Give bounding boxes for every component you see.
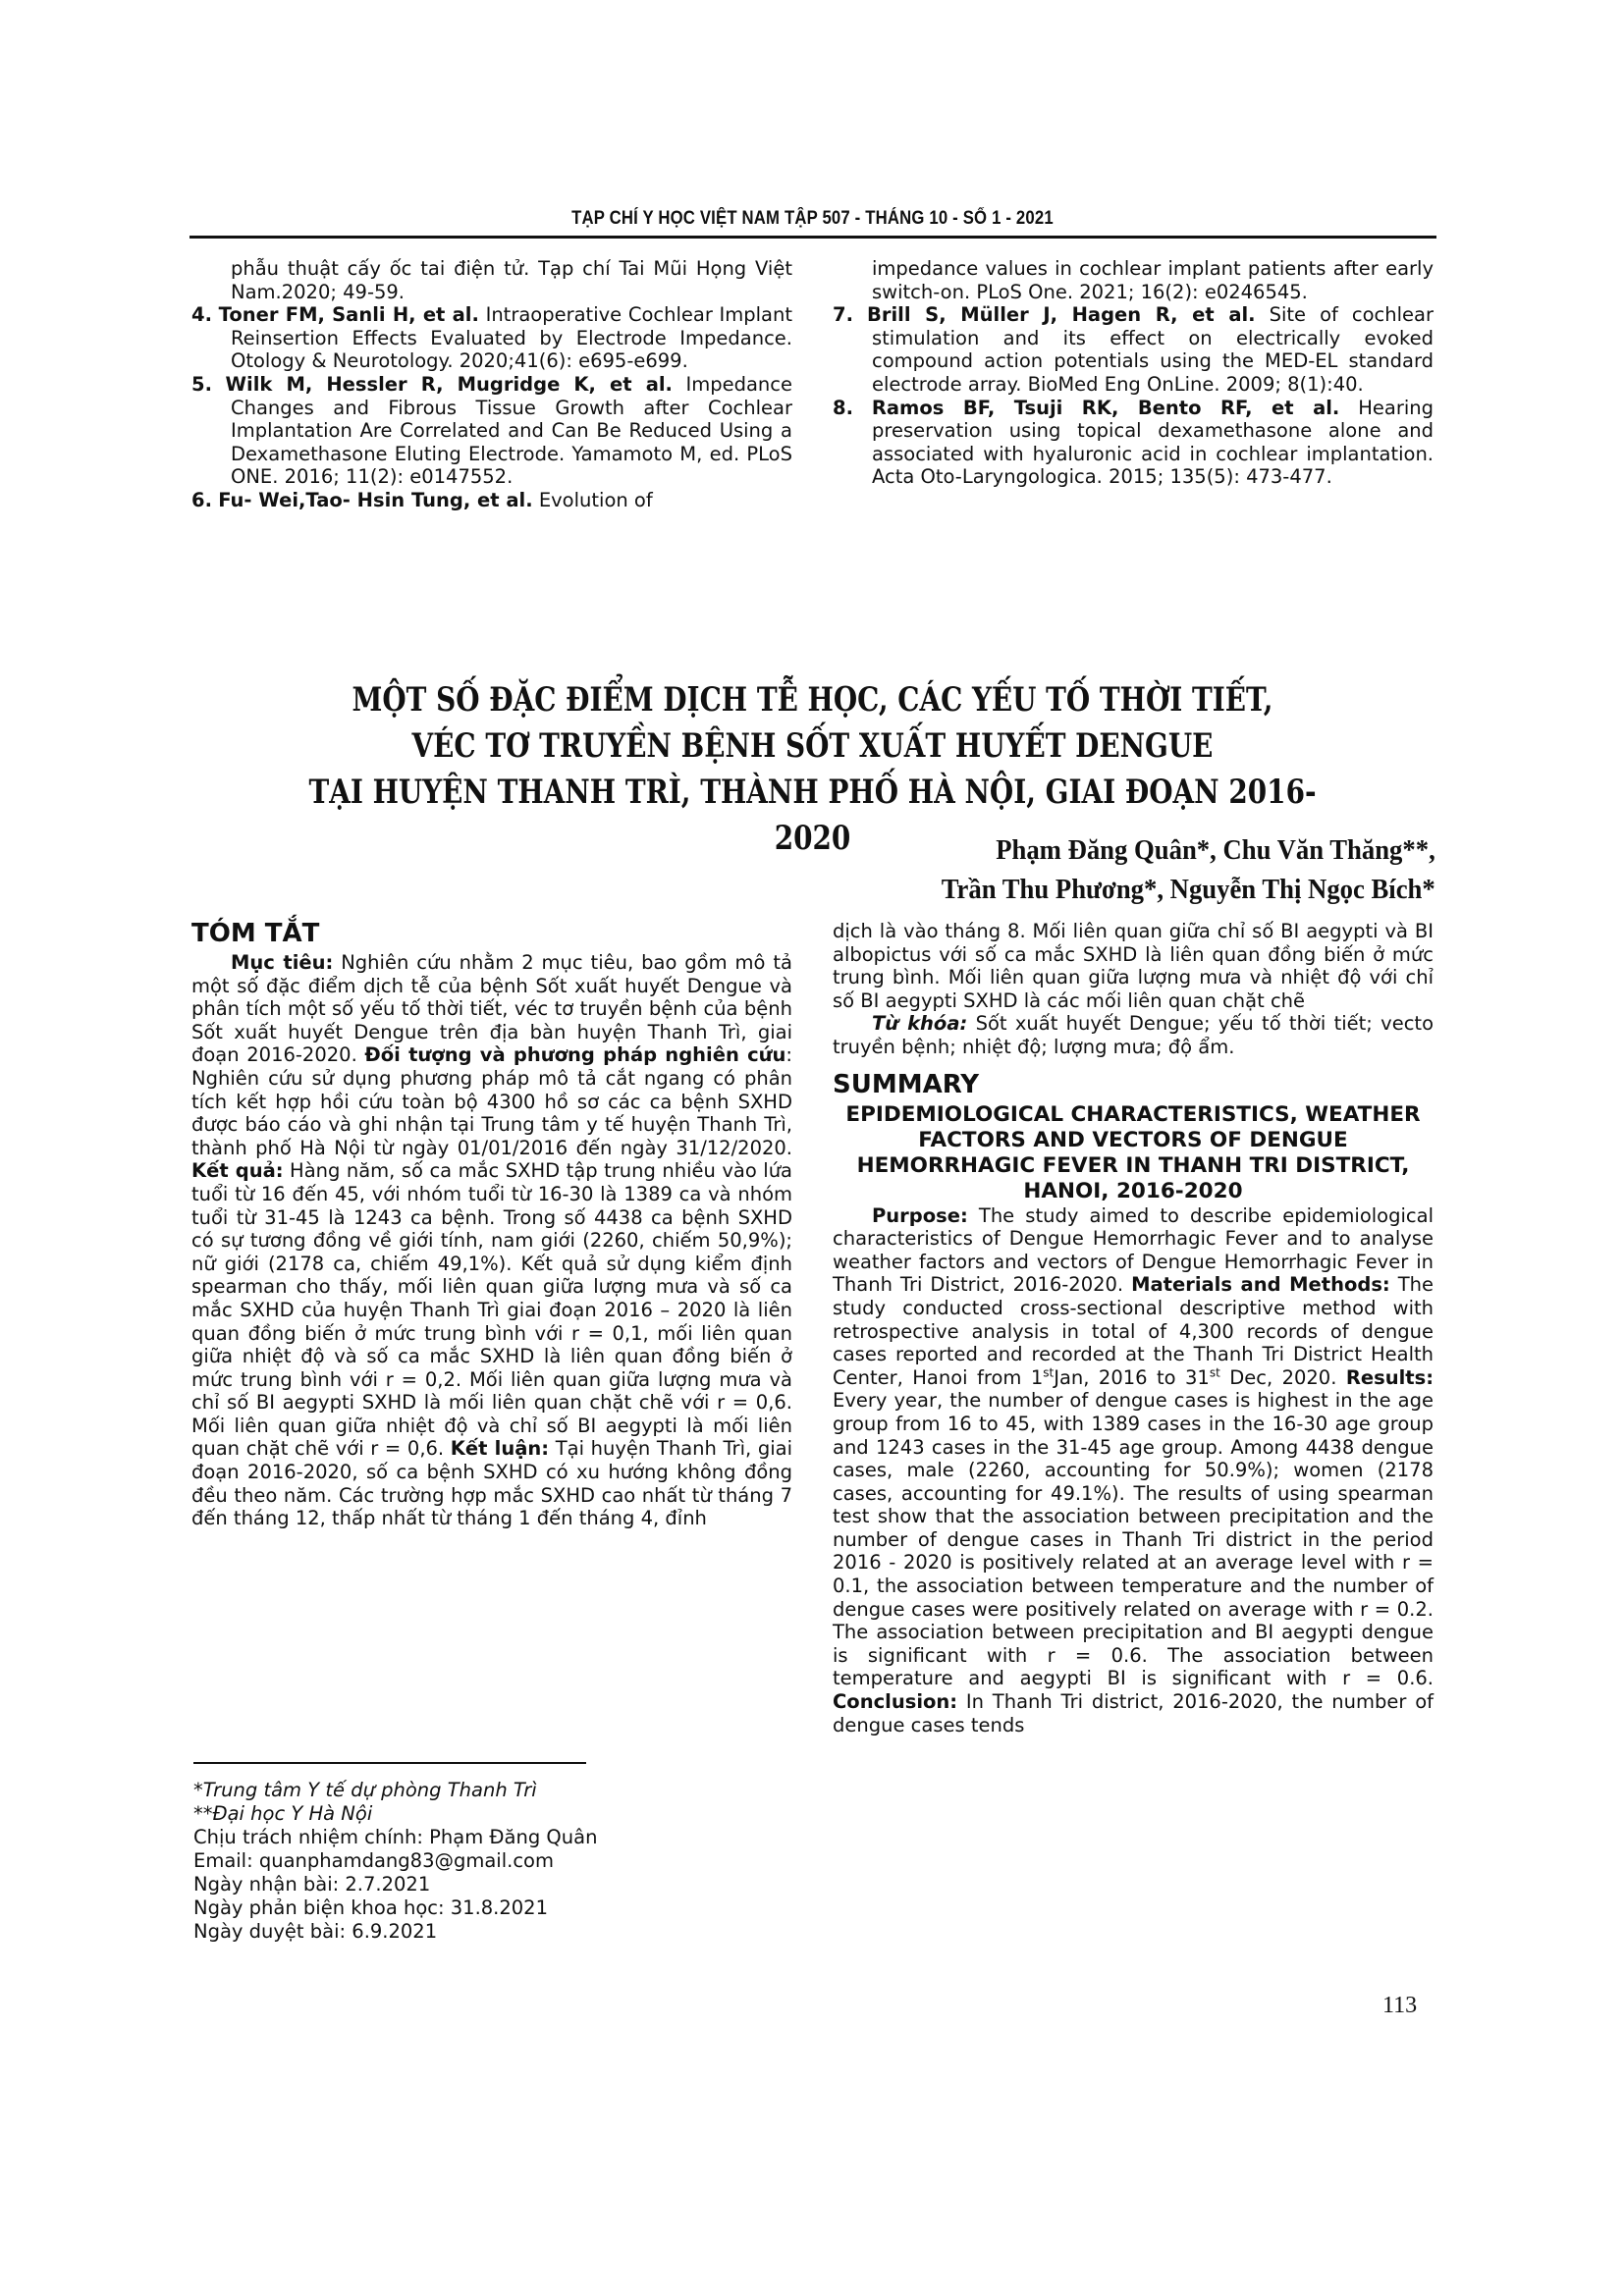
reference-continuation: impedance values in cochlear implant patients after early switch-on. PLoS One. 2021; 16(2): e0246545. [872, 257, 1434, 303]
abstract-paragraph: Mục tiêu: Nghiên cứu nhằm 2 mục tiêu, bao gồm mô tả một số đặc điểm dịch tễ của bệnh Sốt xuất huyết Dengue và phân tích một số yếu tố thời tiết, véc tơ truyền bệnh của bệnh Sốt xuất huyết Dengue trên địa bàn huyện Thanh Trì, giai đoạn 2016-2020. Đối tượng và phương pháp nghiên cứu: Nghiên cứu sử dụng phương pháp mô tả cắt ngang có phân tích kết hợp hồi cứu toàn bộ 4300 hồ sơ các ca bệnh SXHD được báo cáo và ghi nhận tại Trung tâm y tế huyện Thanh Trì, thành phố Hà Nội từ ngày 01/01/2016 đến ngày 31/12/2020. Kết quả: Hàng năm, số ca mắc SXHD tập trung nhiều vào lứa tuổi từ 16 đến 45, với nhóm tuổi từ 16-30 là 1389 ca và nhóm tuổi từ 31-45 là 1243 ca bệnh. Trong số 4438 ca bệnh SXHD có sự tương đồng về giới tính, nam giới (2260, chiếm 50,9%); nữ giới (2178 ca, chiếm 49,1%). Kết quả sử dụng kiểm định spearman cho thấy, mối liên quan giữa lượng mưa và số ca mắc SXHD của huyện Thanh Trì giai đoạn 2016 – 2020 là liên quan đồng biến ở mức trung bình với r = 0,1, mối liên quan giữa nhiệt độ và số ca mắc SXHD là liên quan đồng biến ở mức trung bình với r = 0,2. Mối liên quan giữa lượng mưa và chỉ số BI aegypti SXHD là mối liên quan chặt chẽ với r = 0,6. Mối liên quan giữa nhiệt độ và chỉ số BI aegypti là mối liên quan chặt chẽ với r = 0,6. Kết luận: Tại huyện Thanh Trì, giai đoạn 2016-2020, số ca bệnh SXHD có xu hướng không đồng đều theo năm. Các trường hợp mắc SXHD cao nhất từ tháng 7 đến tháng 12, thấp nhất từ tháng 1 đến tháng 4, đỉnh [191, 951, 793, 1530]
affiliation-1: *Trung tâm Y tế dự phòng Thanh Trì [193, 1779, 537, 1801]
reference-item-8: 8. Ramos BF, Tsuji RK, Bento RF, et al. Hearing preservation using topical dexamethasone alone and associated with hyaluronic acid in cochlear implantation. Acta Oto-Laryngologica. 2015; 135(5): 473-477. [833, 396, 1434, 489]
abstract-vi-left [191, 918, 792, 1530]
reference-item-5: 5. Wilk M, Hessler R, Mugridge K, et al. Impedance Changes and Fibrous Tissue Growth after Cochlear Implantation Are Correlated and Can Be Reduced Using a Dexamethasone Eluting Electrode. Yamamoto M, ed. PLoS ONE. 2016; 11(2): e0147552. [191, 372, 792, 489]
references-right [833, 257, 1434, 489]
review-date: Ngày phản biện khoa học: 31.8.2021 [193, 1896, 548, 1919]
page-number: 113 [1382, 1993, 1418, 2018]
footnotes [193, 1779, 783, 1944]
reference-authors: Toner FM, Sanli H, et al. [218, 303, 479, 327]
author-list: Phạm Đăng Quân*, Chu Văn Thăng**, Trần Thu Phương*, Nguyễn Thị Ngọc Bích* [941, 834, 1435, 905]
reference-item-4: 4. Toner FM, Sanli H, et al. Intraoperative Cochlear Implant Reinsertion Effects Evaluated by Electrode Impedance. Otology & Neurotology. 2020;41(6): e695-e699. [191, 303, 792, 373]
keywords: Từ khóa: Sốt xuất huyết Dengue; yếu tố thời tiết; vecto truyền bệnh; nhiệt độ; lượng mưa; độ ẩm. [833, 1012, 1434, 1058]
summary-paragraph: Purpose: The study aimed to describe epidemiological characteristics of Dengue Hemorrhagic Fever and to analyse weather factors and vectors of Dengue Hemorrhagic Fever in Thanh Tri District, 2016-2020. Materials and Methods: The study conducted cross-sectional descriptive method with retrospective analysis in total of 4,300 records of dengue cases reported and recorded at the Thanh Tri District Health Center, Hanoi from 1stJan, 2016 to 31st Dec, 2020. Results: Every year, the number of dengue cases is highest in the age group from 16 to 45, with 1389 cases in the 16-30 age group and 1243 cases in the 31-45 age group. Among 4438 dengue cases, male (2260, accounting for 50.9%); women (2178 cases, accounting for 49.1%). The results of using spearman test show that the association between precipitation and the number of dengue cases in Thanh Tri district in the period 2016 - 2020 is positively related at an average level with r = 0.1, the association between temperature and the number of dengue cases were positively related on average with r = 0.2. The association between precipitation and BI aegypti dengue is significant with r = 0.6. The association between temperature and aegypti BI is significant with r = 0.6. Conclusion: In Thanh Tri district, 2016-2020, the number of dengue cases tends [833, 1203, 1434, 1736]
reference-authors: Brill S, Müller J, Hagen R, et al. [867, 303, 1256, 327]
reference-item-7: 7. Brill S, Müller J, Hagen R, et al. Site of cochlear stimulation and its effect on electrically evoked compound action potentials using the MED-EL standard electrode array. BioMed Eng OnLine. 2009; 8(1):40. [833, 303, 1435, 396]
reference-authors: Wilk M, Hessler R, Mugridge K, et al. [225, 372, 673, 396]
affiliation-2: **Đại học Y Hà Nội [193, 1802, 373, 1825]
footnote-rule [193, 1762, 586, 1764]
article-title: MỘT SỐ ĐẶC ĐIỂM DỊCH TỄ HỌC, CÁC YẾU TỐ THỜI TIẾT, VÉC TƠ TRUYỀN BỆNH SỐT XUẤT HUYẾT DENGUE TẠI HUYỆN THANH TRÌ, THÀNH PHỐ HÀ NỘI, GIAI ĐOẠN 2016-2020 [308, 680, 1317, 858]
header-rule [189, 236, 1436, 239]
reference-item-6: 6. Fu- Wei,Tao- Hsin Tung, et al. Evolution of [191, 488, 653, 511]
received-date: Ngày nhận bài: 2.7.2021 [193, 1873, 431, 1896]
reference-authors: Fu- Wei,Tao- Hsin Tung, et al. [218, 488, 533, 511]
summary-title: EPIDEMIOLOGICAL CHARACTERISTICS, WEATHER FACTORS AND VECTORS OF DENGUE HEMORRHAGIC FEVER IN THANH TRI DISTRICT, HANOI, 2016-2020 [845, 1101, 1421, 1203]
reference-continuation: phẫu thuật cấy ốc tai điện tử. Tạp chí Tai Mũi Họng Việt Nam.2020; 49-59. [231, 257, 792, 303]
email: Email: quanphamdang83@gmail.com [193, 1849, 554, 1872]
abstract-continuation: dịch là vào tháng 8. Mối liên quan giữa chỉ số BI aegypti và BI albopictus với số ca mắc SXHD là liên quan đồng biến ở mức trung bình. Mối liên quan giữa lượng mưa và nhiệt độ với chỉ số BI aegypti SXHD là các mối liên quan chặt chẽ [833, 920, 1434, 1012]
abstract-right-column [833, 920, 1434, 1736]
corresponding-author: Chịu trách nhiệm chính: Phạm Đăng Quân [193, 1826, 598, 1848]
abstract-heading: TÓM TẮT [191, 919, 320, 948]
running-header: TẠP CHÍ Y HỌC VIỆT NAM TẬP 507 - THÁNG 10 - SỐ 1 - 2021 [571, 208, 1054, 229]
references-left [191, 257, 792, 512]
accepted-date: Ngày duyệt bài: 6.9.2021 [193, 1920, 438, 1943]
reference-authors: Ramos BF, Tsuji RK, Bento RF, et al. [871, 396, 1340, 419]
summary-heading: SUMMARY [833, 1069, 980, 1099]
